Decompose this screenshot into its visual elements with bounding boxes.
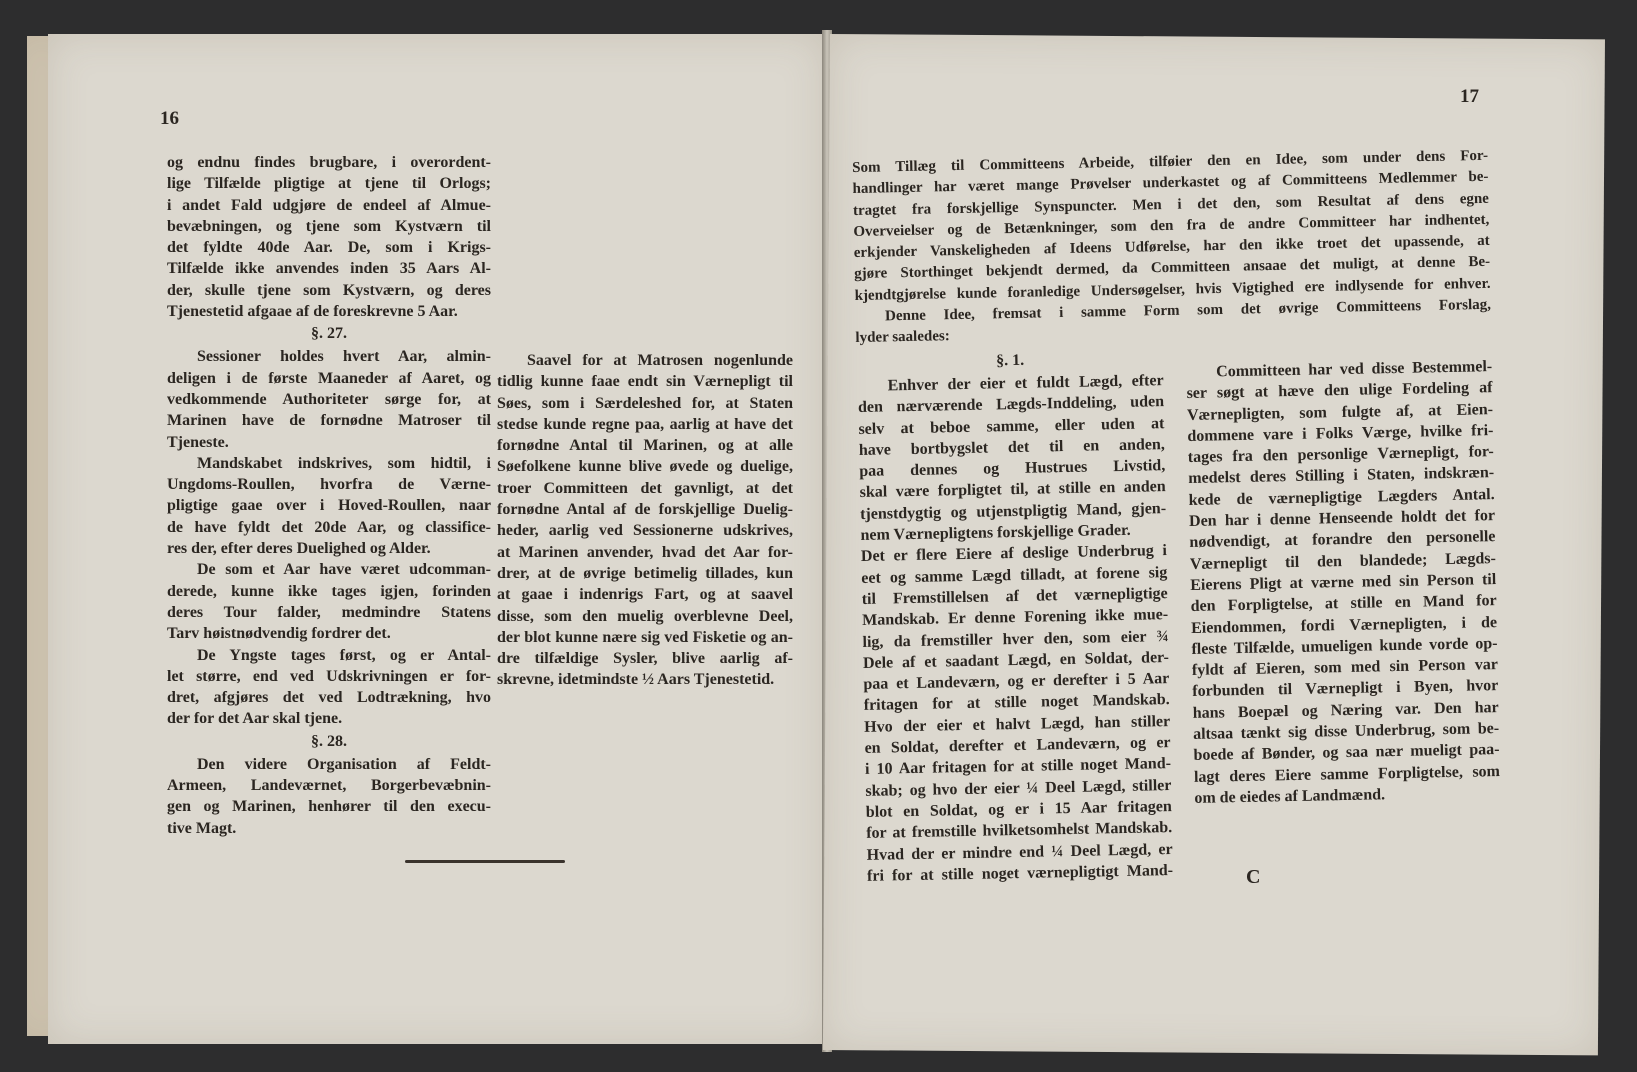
text-line: Mandskabet indskrives, som hidtil, i xyxy=(197,454,491,472)
text-line: deres Tour falder, medmindre Statens xyxy=(167,603,491,621)
text-line: skrevne, idetmindste ½ Aars Tjenestetid. xyxy=(497,671,775,689)
text-line: Enhver der eier et fuldt Lægd, efter xyxy=(887,372,1164,395)
text-line: erkjender Vanskeligheden af Ideens Udførelse, har den ikke troet det upassende, at xyxy=(853,232,1490,262)
text-line: tages fra den personlige Værnepligt, for- xyxy=(1187,443,1494,467)
text-line: tidlig kunne faae endt sin Værnepligt til xyxy=(497,373,793,391)
text-line: De som et Aar have været udcomman- xyxy=(197,561,491,579)
text-line: om de eiedes af Landmænd. xyxy=(1194,786,1386,807)
text-line: Tarv høistnødvendig fordrer det. xyxy=(167,625,391,643)
text-line: have bortbygslet det til en anden, xyxy=(858,435,1165,459)
text-line: Som Tillæg til Committeens Arbeide, tilføier den en Idee, som under dens For- xyxy=(852,147,1489,176)
text-line: Den videre Organisation af Feldt- xyxy=(197,755,491,773)
text-line: tjenstdygtig og utjenstpligtig Mand, gjen- xyxy=(859,499,1167,523)
text-line: kede de værnepligtige Lægders Antal. xyxy=(1188,485,1495,509)
text-line: dret, afgjøres det ved Lodtrækning, hvo xyxy=(167,689,491,707)
right-page-column-2 xyxy=(1186,356,1501,809)
text-line: Committeen har ved disse Bestemmel- xyxy=(1216,358,1493,381)
text-line: der, skulle tjene som Kystværn, og deres xyxy=(167,281,491,299)
text-line: den Forpligtelse, at stille en Mand for xyxy=(1190,592,1497,616)
right-page-column-1 xyxy=(857,346,1173,887)
text-line: De Yngste tages først, og er Antal- xyxy=(197,646,491,664)
text-line: tive Magt. xyxy=(167,819,237,837)
text-line: Det er flere Eiere af deslige Underbrug i xyxy=(860,542,1168,566)
left-page-column-1 xyxy=(167,152,491,839)
text-line: hans Boepæl og Næring var. Den har xyxy=(1192,698,1499,722)
text-line: fornødne Antal af de forskjellige Duelig- xyxy=(497,501,793,519)
text-line: let større, end ved Udskrivningen er for- xyxy=(167,667,491,685)
text-line: fri for at stille noget værnepligtigt Mand- xyxy=(866,861,1174,885)
text-line: disse, som den muelig overblevne Deel, xyxy=(497,607,793,625)
text-line: Denne Idee, fremsat i samme Form som det øvrige Committeens Forslag, xyxy=(884,296,1492,325)
text-line: fornødne Antal til Marinen, og at alle xyxy=(497,437,793,455)
text-line: Tjenestetid afgaae af de foreskrevne 5 Aar. xyxy=(167,303,458,321)
text-line: Overveielser og de Betænkninger, som den fra de andre Committeer har indhentet, xyxy=(853,211,1490,240)
text-line: skal være forpligtet til, at stille en anden xyxy=(859,478,1166,502)
text-line: at gaae i indenrigs Fart, og at saavel xyxy=(497,586,793,604)
text-line: fyldt af Eieren, som med sin Person var xyxy=(1191,656,1499,680)
text-line: deligen i de første Maaneder af Aaret, og xyxy=(167,369,491,387)
text-line: stedse kunde regne paa, aarlig at have det xyxy=(497,415,793,433)
text-line: dre tilfældige Sysler, blive aarlig af- xyxy=(497,650,793,668)
text-line: de have fyldt det 20de Aar, og classifice- xyxy=(167,518,491,536)
text-line: altsaa tænkt sig disse Underbrug, som be- xyxy=(1192,720,1500,743)
text-line: eet og samme Lægd tilladt, at forene sig xyxy=(861,563,1168,587)
text-line: ser søgt at hæve den ulige Fordeling af xyxy=(1186,379,1493,403)
text-line: lige Tilfælde pligtige at tjene til Orlogs; xyxy=(167,175,491,193)
page-number-left: 16 xyxy=(160,108,179,129)
text-line: lyder saaledes: xyxy=(855,328,950,347)
text-line: bevæbningen, og tjene som Kystværn til xyxy=(167,217,491,235)
text-line: til Fremstillelsen af det værnepligtige xyxy=(861,585,1168,608)
text-line: det fyldte 40de Aar. De, som i Krigs- xyxy=(167,239,491,257)
text-line: gen og Marinen, henhører til den execu- xyxy=(167,798,491,816)
text-line: Mandskab. Er denne Forening ikke mue- xyxy=(861,606,1169,630)
text-line: Ungdoms-Roullen, hvorfra de Værne- xyxy=(167,476,491,494)
text-line: selv at beboe samme, eller uden at xyxy=(858,414,1165,438)
text-line: Sessioner holdes hvert Aar, almin- xyxy=(197,348,491,366)
text-line: Hvo der eier et halvt Lægd, han stiller xyxy=(864,712,1171,736)
text-line: i 10 Aar fritagen for at stille noget Mand- xyxy=(864,755,1172,779)
text-line: der for det Aar skal tjene. xyxy=(167,710,343,728)
signature-mark: C xyxy=(1246,866,1261,888)
text-line: Eierens Pligt at værne med sin Person til xyxy=(1190,571,1497,594)
text-line: Marinen have de fornødne Matroser til xyxy=(167,412,491,430)
text-line: lig, da fremstiller hver den, som eier ¾ xyxy=(862,627,1169,651)
text-line: boede af Bønder, og saa nær mueligt paa- xyxy=(1193,741,1500,765)
text-line: fleste Tilfælde, umueligen kunde vorde op- xyxy=(1191,634,1498,658)
section-end-rule xyxy=(405,860,565,863)
text-line: blot en Soldat, og er i 15 Aar fritagen xyxy=(865,797,1172,821)
text-line: res der, efter deres Duelighed og Alder. xyxy=(167,540,431,558)
text-line: Eiendommen, fordi Værnepligten, i de xyxy=(1190,613,1498,637)
text-line: Søefolkene kunne blive øvede og duelige, xyxy=(497,458,793,476)
text-line: Hvad der er mindre end ¼ Deel Lægd, er xyxy=(866,840,1173,864)
text-line: og endnu findes brugbare, i overordent- xyxy=(167,154,491,171)
text-line: tragtet fra forskjellige Synspuncter. Men i det den, som Resultat af dens egne xyxy=(852,190,1490,219)
text-line: Søes, som i Særdeleshed for, at Staten xyxy=(497,394,793,412)
text-line: skab; og hvo der eier ¼ Deel Lægd, stiller xyxy=(865,776,1172,800)
text-line: Dele af et saadant Lægd, en Soldat, der- xyxy=(862,648,1170,672)
text-line: nem Værnepligtens forskjellige Grader. xyxy=(860,521,1131,545)
text-line: derede, kunne ikke tages igjen, forinden xyxy=(167,582,491,600)
text-line: Værnepligten, som fulgte af, at Eien- xyxy=(1186,400,1494,424)
text-line: lagt deres Eiere samme Forpligtelse, som xyxy=(1193,762,1501,786)
text-line: at Marinen anvender, hvad det Aar for- xyxy=(497,543,793,561)
text-line: Værnepligt til den blandede; Lægds- xyxy=(1189,549,1496,573)
text-line: Saavel for at Matrosen nogenlunde xyxy=(527,352,793,369)
text-line: handlinger har været mange Prøvelser underkastet og af Committeens Medlemmer be- xyxy=(852,169,1489,198)
text-line: en Soldat, derefter et Landeværn, og er xyxy=(864,734,1171,757)
section-heading: §. 27. xyxy=(311,325,347,343)
text-line: pligtige gaae over i Hoved-Roullen, naar xyxy=(167,497,491,515)
text-line: dommene vare i Folks Værge, hvilke fri- xyxy=(1187,422,1494,445)
text-line: heder, aarlig ved Sessionerne udskrives, xyxy=(497,522,793,540)
text-line: Tjeneste. xyxy=(167,433,229,451)
text-line: medelst deres Stilling i Staten, indskræn- xyxy=(1188,464,1495,488)
section-heading: §. 1. xyxy=(996,351,1025,370)
text-line: kjendtgjørelse kunde foranledige Undersøgelser, hvis Vigtighed ere indlysende for enhver. xyxy=(854,275,1491,304)
page-number-right: 17 xyxy=(1460,86,1479,107)
text-line: forbunden til Værnepligt i Byen, hvor xyxy=(1192,677,1499,701)
text-line: paa dennes og Hustrues Livstid, xyxy=(859,457,1166,481)
text-line: der blot kunne nære sig ved Fisketie og an- xyxy=(497,628,793,646)
text-line: nødvendigt, at forandre den personelle xyxy=(1189,528,1496,552)
text-line: troer Committeen det gavnligt, at det xyxy=(497,479,793,497)
left-page-column-2 xyxy=(497,350,793,691)
text-line: Tilfælde ikke anvendes inden 35 Aars Al- xyxy=(167,260,491,278)
text-line: den nærværende Lægds-Inddeling, uden xyxy=(857,393,1165,417)
section-heading: §. 28. xyxy=(311,732,347,750)
text-line: paa et Landeværn, og er derefter i 5 Aar xyxy=(863,670,1170,694)
text-line: Armeen, Landeværnet, Borgerbevæbnin- xyxy=(167,777,491,795)
text-line: for at fremstille hvilketsomhelst Mandskab. xyxy=(866,819,1173,843)
text-line: drer, at de øvrige betimelig tillades, kun xyxy=(497,564,793,582)
text-line: vedkommende Authoriteter sørge for, at xyxy=(167,390,491,408)
text-line: i andet Fald udgjøre de endeel af Almue- xyxy=(167,196,491,214)
text-line: fritagen for at stille noget Mandskab. xyxy=(863,691,1170,715)
right-page-intro xyxy=(852,146,1492,350)
text-line: gjøre Storthinget bekjendt dermed, da Committeen ansaae det muligt, at denne Be- xyxy=(854,254,1491,283)
text-line: Den har i denne Henseende holdt det for xyxy=(1188,507,1496,531)
